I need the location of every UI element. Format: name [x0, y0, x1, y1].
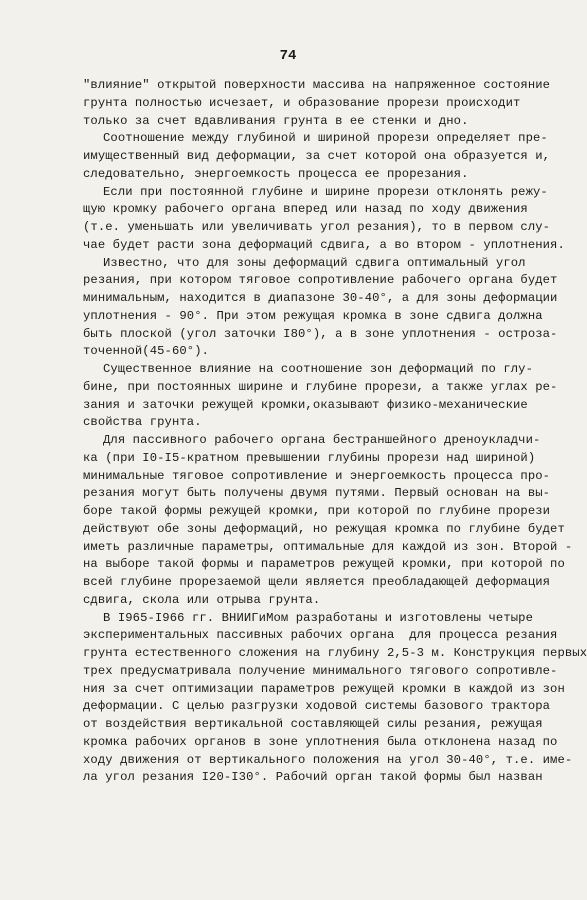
text-line: деформации. С целью разгрузки ходовой системы базового трактора [83, 699, 551, 714]
text-line: минимальные тяговое сопротивление и энергоемкость процесса про- [83, 468, 551, 483]
text-line: экспериментальных пассивных рабочих органа для процесса резания [83, 628, 558, 643]
text-line: зания и заточки режущей кромки,оказывают физико-механические [83, 397, 528, 412]
text-line: Для пассивного рабочего органа бестраншейного дреноукладчи- [103, 433, 541, 447]
text-line: всей глубине прорезаемой щели является преобладающей деформация [83, 575, 551, 589]
text-line: Если при постоянной глубине и ширине прорези отклонять режу- [103, 184, 548, 199]
text-line: свойства грунта. [83, 415, 202, 430]
text-line: щую кромку рабочего органа вперед или назад по ходу движения [83, 202, 528, 217]
text-line: ла угол резания I20-I30°. Рабочий орган такой формы был назван [83, 770, 543, 785]
text-line: резания могут быть получены двумя путями. Первый основан на вы- [83, 486, 551, 501]
text-line: боре такой формы режущей кромки, при которой по глубине прорези [83, 504, 551, 518]
text-line: (т.е. уменьшать или увеличивать угол резания), то в первом слу- [83, 220, 551, 234]
text-line: трех предусматривала получение минимального тягового сопротивле- [83, 663, 558, 678]
text-line: кромка рабочих органов в зоне уплотнения была отклонена назад по [83, 734, 558, 749]
page-number: 74 [279, 48, 297, 64]
text-line: уплотнения - 90°. При этом режущая кромка в зоне сдвига должна [83, 308, 543, 323]
text-line: Соотношение между глубиной и шириной прорези определяет пре- [103, 131, 548, 146]
text-line: грунта естественного сложения на глубину 2,5-3 м. Конструкция первых [83, 646, 587, 660]
text-line: Известно, что для зоны деформаций сдвига оптимальный угол [103, 255, 526, 270]
body-text [83, 77, 587, 787]
text-line: сдвига, скола или отрыва грунта. [83, 592, 321, 607]
text-line: ка (при I0-I5-кратном превышении глубины прорези над шириной) [83, 450, 536, 465]
text-line: бине, при постоянных ширине и глубине прорези, а также углах ре- [83, 379, 558, 394]
text-line: на выборе такой формы и параметров режущей кромки, при которой по [83, 557, 565, 572]
text-line: следовательно, энергоемкость процесса ее прорезания. [83, 166, 469, 181]
text-line: минимальным, находится в диапазоне 30-40°, а для зоны деформации [83, 291, 558, 305]
text-line: чае будет расти зона деформаций сдвига, а во втором - уплотнения. [83, 237, 565, 252]
text-line: "влияние" открытой поверхности массива на напряженное состояние [83, 78, 551, 92]
text-line: В I965-I966 гг. ВНИИГиМом разработаны и изготовлены четыре [103, 610, 533, 625]
text-line: имущественный вид деформации, за счет которой она образуется и, [83, 149, 551, 163]
text-line: от воздействия вертикальной составляющей силы резания, режущая [83, 717, 543, 731]
text-line: грунта полностью исчезает, и образование прорези происходит [83, 95, 521, 110]
text-line: только за счет вдавливания грунта в ее стенки и дно. [83, 113, 469, 128]
text-line: резания, при котором тяговое сопротивление рабочего органа будет [83, 273, 558, 288]
text-line: быть плоской (угол заточки I80°), а в зоне уплотнения - остроза- [83, 326, 558, 341]
text-line: точенной(45-60°). [83, 344, 210, 359]
text-line: ния за счет оптимизации параметров режущей кромки в каждой из зон [83, 681, 565, 696]
text-line: иметь различные параметры, оптимальные для каждой из зон. Второй - [83, 539, 573, 554]
text-line: действуют обе зоны деформаций, но режущая кромка по глубине будет [83, 521, 565, 536]
text-line: Существенное влияние на соотношение зон деформаций по глу- [103, 362, 533, 376]
text-line: ходу движения от вертикального положения на угол 30-40°, т.е. име- [83, 752, 573, 767]
